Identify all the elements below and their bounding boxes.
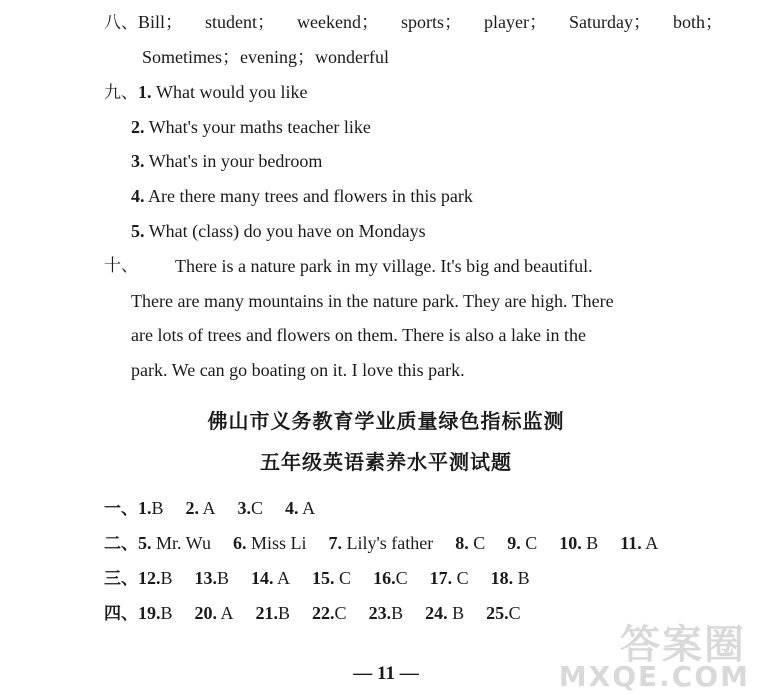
answer-number: 16. [373, 568, 396, 588]
answer-number: 5. [138, 533, 152, 553]
item-number: 1. [138, 82, 152, 102]
paragraph-line: There are many mountains in the nature park. They are high. There [131, 291, 614, 311]
item-number: 4. [131, 186, 145, 206]
answer-number: 13. [194, 568, 218, 588]
word: student； [205, 12, 276, 32]
answer-row-4 [104, 601, 521, 626]
word: player； [484, 12, 547, 32]
answer-label: 四、 [104, 604, 138, 624]
item-number: 3. [131, 151, 145, 171]
paragraph-line: There is a nature park in my village. It's big and beautiful. [175, 256, 593, 276]
answer-value: B [586, 533, 599, 553]
answer-value: A [645, 533, 659, 553]
paragraph-line: park. We can go boating on it. I love this park. [131, 360, 465, 380]
answer-number: 15. [312, 568, 335, 588]
answer-value: C [339, 568, 352, 588]
answer-value: Miss Li [250, 533, 307, 553]
watermark-en: MXQE.COM [558, 660, 750, 693]
answer-number: 8. [455, 533, 469, 553]
answer-number: 25. [486, 603, 509, 623]
item-text: What would you like [156, 82, 308, 102]
answer-value: A [220, 603, 234, 623]
answer-value: B [452, 603, 465, 623]
item-number: 2. [131, 117, 145, 137]
answer-number: 2. [185, 498, 200, 518]
word: sports； [400, 12, 462, 32]
answer-number: 18. [490, 568, 514, 588]
answer-value: B [160, 603, 173, 623]
paragraph-line: are lots of trees and flowers on them. There is also a lake in the [131, 325, 587, 345]
answer-value: A [202, 498, 216, 518]
item-text: What's your maths teacher like [148, 117, 371, 137]
answer-number: 23. [368, 603, 392, 623]
answer-label: 二、 [104, 534, 138, 554]
answer-number: 14. [251, 568, 274, 588]
page-number: — 11 — [353, 663, 419, 684]
word: Saturday； [568, 12, 651, 32]
answer-number: 10. [559, 533, 582, 553]
item-text: What's in your bedroom [148, 151, 323, 171]
section-9-item-5 [131, 219, 426, 243]
answer-number: 9. [507, 533, 521, 553]
answer-number: 1. [138, 498, 152, 518]
item-text: What (class) do you have on Mondays [148, 221, 426, 241]
section-8-row-2: Sometimes；evening；wonderful [142, 47, 389, 67]
answer-row-3 [104, 566, 530, 591]
answer-value: C [334, 603, 347, 623]
exam-subtitle: 五年级英语素养水平测试题 [260, 450, 512, 474]
answer-row-1 [104, 496, 315, 521]
answer-number: 4. [285, 498, 299, 518]
section-9-item-2 [131, 115, 371, 139]
answer-value: C [456, 568, 469, 588]
answer-number: 22. [312, 603, 335, 623]
answer-value: C [395, 568, 408, 588]
section-9-item-1 [104, 80, 307, 105]
watermark-cn: 答案圈 [620, 622, 746, 668]
exam-title: 佛山市义务教育学业质量绿色指标监测 [207, 409, 565, 433]
section-9-item-3 [131, 149, 322, 173]
answer-value: A [277, 568, 291, 588]
section-8-label: 八、 [104, 13, 138, 33]
answer-number: 11. [620, 533, 642, 553]
answer-number: 20. [194, 603, 218, 623]
answer-number: 24. [425, 603, 448, 623]
answer-value: B [278, 603, 291, 623]
answer-number: 21. [255, 603, 279, 623]
section-8-row-1 [104, 10, 723, 35]
answer-number: 7. [328, 533, 342, 553]
section-9-label: 九、 [104, 83, 138, 103]
section-10-label: 十、 [104, 256, 138, 276]
answer-number: 19. [138, 603, 161, 623]
answer-number: 6. [232, 533, 247, 553]
answer-label: 一、 [104, 499, 138, 519]
answer-number: 12. [138, 568, 161, 588]
word: Bill； [138, 12, 184, 32]
section-9-item-4 [131, 184, 473, 208]
answer-value: B [391, 603, 404, 623]
answer-value: B [517, 568, 530, 588]
answer-value: C [525, 533, 538, 553]
word: weekend； [297, 12, 379, 32]
answer-value: Mr. Wu [156, 533, 211, 553]
answer-label: 三、 [104, 569, 138, 589]
answer-value: C [508, 603, 521, 623]
answer-value: Lily's father [346, 533, 434, 553]
answer-value: A [302, 498, 316, 518]
answer-row-2 [104, 531, 658, 556]
answer-value: B [151, 498, 164, 518]
item-number: 5. [131, 221, 145, 241]
word: both； [672, 12, 723, 32]
answer-number: 3. [237, 498, 252, 518]
answer-number: 17. [429, 568, 453, 588]
answer-value: C [251, 498, 264, 518]
watermark-logo [558, 613, 768, 693]
answer-value: C [473, 533, 486, 553]
answer-value: B [160, 568, 173, 588]
item-text: Are there many trees and flowers in this park [148, 186, 473, 206]
answer-value: B [217, 568, 230, 588]
